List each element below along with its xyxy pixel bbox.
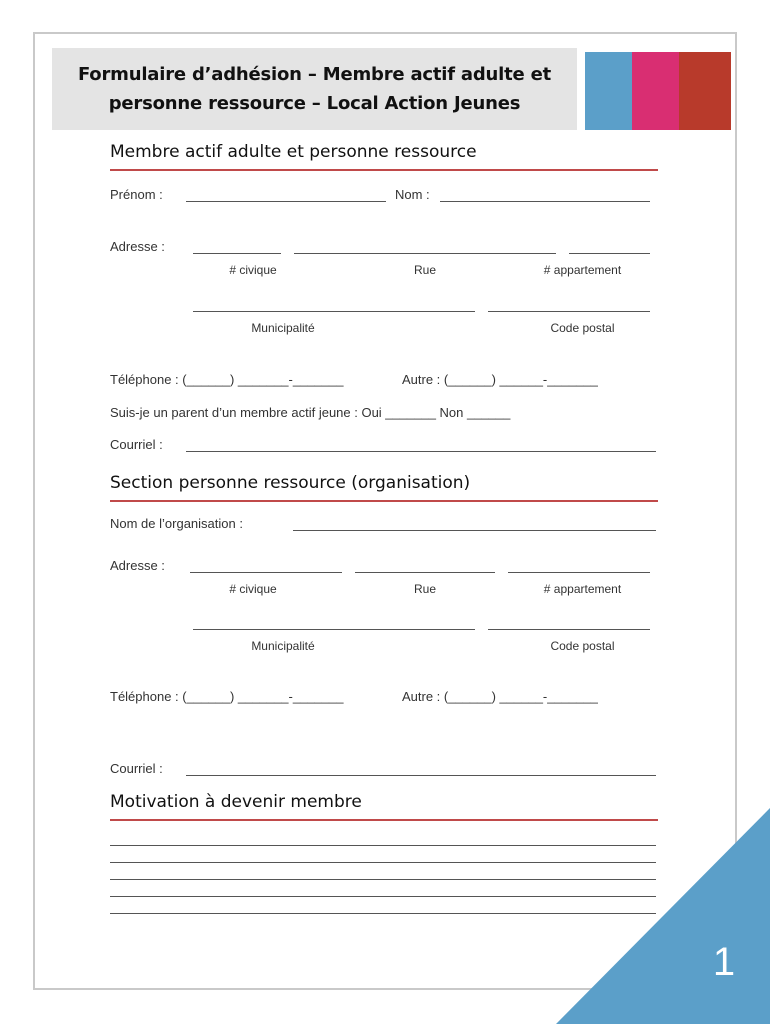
civic-number-caption: # civique — [229, 263, 277, 277]
civic-number-field[interactable] — [193, 253, 281, 254]
street-field[interactable] — [294, 253, 556, 254]
apartment-caption: # appartement — [543, 263, 622, 277]
form-title-line-1: Formulaire d’adhésion – Membre actif adulte et — [77, 64, 552, 85]
red-color-block — [679, 52, 731, 130]
section-title-member: Membre actif adulte et personne ressource — [110, 142, 477, 162]
postal-code-field[interactable] — [488, 629, 650, 630]
section-rule — [110, 169, 658, 171]
apartment-field[interactable] — [508, 572, 650, 573]
municipality-field[interactable] — [193, 629, 475, 630]
phone-field[interactable]: Téléphone : (______) _______-_______ — [110, 689, 344, 704]
civic-number-field[interactable] — [190, 572, 342, 573]
other-phone-field[interactable]: Autre : (______) ______-_______ — [402, 372, 598, 387]
other-phone-field[interactable]: Autre : (______) ______-_______ — [402, 689, 598, 704]
municipality-caption: Municipalité — [251, 321, 315, 335]
blue-color-block — [585, 52, 637, 130]
last-name-label: Nom : — [395, 187, 430, 202]
parent-question[interactable]: Suis-je un parent d’un membre actif jeune : Oui _______ Non ______ — [110, 405, 511, 420]
form-title — [52, 60, 577, 118]
street-caption: Rue — [413, 582, 436, 596]
phone-field[interactable]: Téléphone : (______) _______-_______ — [110, 372, 344, 387]
last-name-field[interactable] — [440, 201, 650, 202]
email-label: Courriel : — [110, 437, 163, 452]
first-name-label: Prénom : — [110, 187, 163, 202]
pink-color-block — [632, 52, 684, 130]
street-caption: Rue — [413, 263, 436, 277]
section-title-motivation: Motivation à devenir membre — [110, 792, 362, 812]
civic-number-caption: # civique — [229, 582, 277, 596]
email-field[interactable] — [186, 451, 656, 452]
apartment-field[interactable] — [569, 253, 650, 254]
apartment-caption: # appartement — [543, 582, 622, 596]
postal-code-caption: Code postal — [550, 321, 615, 335]
address-label: Adresse : — [110, 239, 165, 254]
email-label: Courriel : — [110, 761, 163, 776]
form-title-line-2: personne ressource – Local Action Jeunes — [108, 93, 521, 114]
email-field[interactable] — [186, 775, 656, 776]
street-field[interactable] — [355, 572, 495, 573]
organisation-name-label: Nom de l’organisation : — [110, 516, 243, 531]
page-number: 1 — [712, 940, 736, 984]
municipality-field[interactable] — [193, 311, 475, 312]
form-header — [52, 48, 577, 130]
postal-code-caption: Code postal — [550, 639, 615, 653]
postal-code-field[interactable] — [488, 311, 650, 312]
organisation-name-field[interactable] — [293, 530, 656, 531]
address-label: Adresse : — [110, 558, 165, 573]
section-rule — [110, 500, 658, 502]
first-name-field[interactable] — [186, 201, 386, 202]
corner-triangle — [556, 808, 770, 1024]
municipality-caption: Municipalité — [251, 639, 315, 653]
section-title-organisation: Section personne ressource (organisation) — [110, 473, 471, 493]
